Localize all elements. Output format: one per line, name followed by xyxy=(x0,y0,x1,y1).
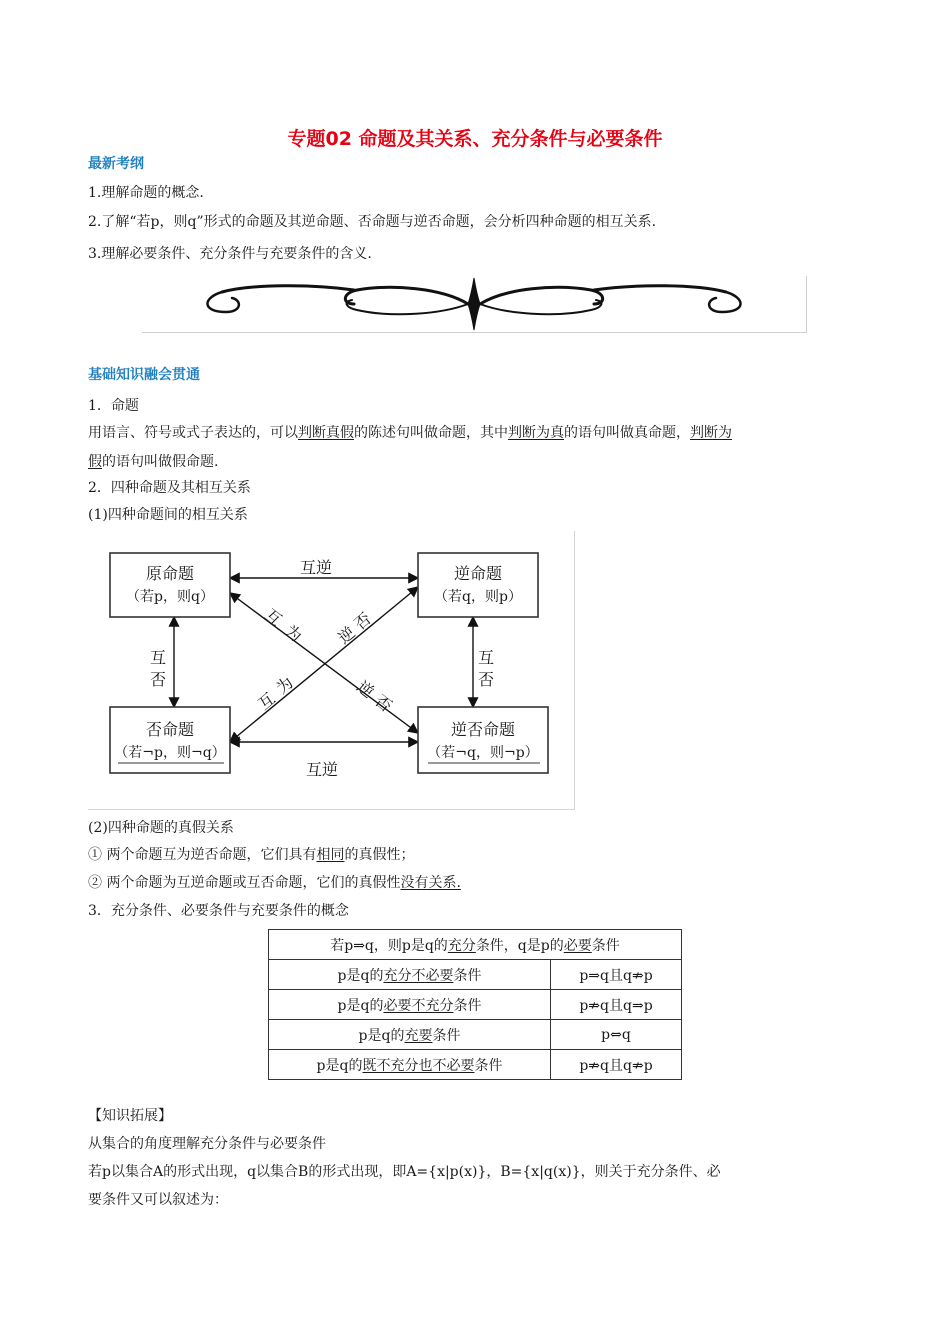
text-segment: 用语言、符号或式子表达的，可以 xyxy=(88,425,298,441)
box-converse xyxy=(418,561,538,606)
page-title: 专题02 命题及其关系、充分条件与必要条件 xyxy=(287,128,663,150)
text-segment: p是q的 xyxy=(337,967,384,984)
text-segment: p是q的 xyxy=(316,1057,363,1074)
underlined-term: 必要 xyxy=(563,937,592,954)
section-heading-basics: 基础知识融会贯通 xyxy=(88,367,200,383)
box-contrapositive xyxy=(418,717,548,762)
diag-label-ni-2: 逆 xyxy=(353,676,378,702)
table-cell xyxy=(269,1020,551,1050)
table-cell-relation: p⇏q且q⇏p xyxy=(551,1050,682,1080)
text-segment: 条件 xyxy=(474,1057,503,1074)
underlined-term: 没有关系. xyxy=(400,875,461,891)
text-segment: 的陈述句叫做命题，其中 xyxy=(354,425,508,441)
syllabus-item-1: 1.理解命题的概念. xyxy=(88,185,204,201)
underlined-term: 判断为 xyxy=(690,425,732,441)
syllabus-item-3: 3.理解必要条件、充分条件与充要条件的含义. xyxy=(88,246,372,262)
diag-label-fou-1: 否 xyxy=(350,608,375,634)
text-segment: 的真假性； xyxy=(344,847,415,863)
contrapositive-sub: （若¬q，则¬p） xyxy=(427,745,539,761)
label-bottom-converse: 互逆 xyxy=(306,760,339,779)
ornament-flourish-icon xyxy=(142,276,806,332)
underlined-term: 必要不充分 xyxy=(383,997,454,1014)
subsection-relations: (1)四种命题间的相互关系 xyxy=(88,507,248,523)
text-segment: 条件，q是p的 xyxy=(475,937,564,954)
table-cell xyxy=(269,990,551,1020)
underlined-term: 既不充分也不必要 xyxy=(362,1057,475,1074)
subsection-title-four-propositions: 2．四种命题及其相互关系 xyxy=(88,480,251,496)
converse-title: 逆命题 xyxy=(453,564,502,583)
table-cell xyxy=(269,1050,551,1080)
section-heading-syllabus: 最新考纲 xyxy=(88,156,144,172)
underlined-term: 充分不必要 xyxy=(383,967,454,984)
table-cell-relation: p⇒q且q⇏p xyxy=(551,960,682,990)
label-char: 否 xyxy=(150,670,167,689)
proposition-definition xyxy=(88,419,868,477)
underlined-term: 判断真假 xyxy=(298,425,354,441)
underlined-term: 判断为真 xyxy=(508,425,564,441)
subsection-title-proposition: 1．命题 xyxy=(88,398,139,414)
text-segment: p是q的 xyxy=(358,1027,405,1044)
underlined-term: 相同 xyxy=(316,847,345,863)
diag-label-hu-2: 互 xyxy=(254,688,279,714)
original-title: 原命题 xyxy=(145,564,194,583)
text-segment: 条件 xyxy=(591,937,620,954)
table-row xyxy=(269,930,682,960)
inverse-title: 否命题 xyxy=(145,720,194,739)
extension-line-1: 从集合的角度理解充分条件与必要条件 xyxy=(88,1136,326,1152)
diag-label-wei-1: 为 xyxy=(281,620,306,646)
diag-label-ni-1: 逆 xyxy=(334,622,359,648)
label-right-inverse xyxy=(478,647,494,691)
truth-relation-2 xyxy=(88,873,461,893)
ornament-divider xyxy=(142,276,807,333)
underlined-term: 充要 xyxy=(404,1027,433,1044)
truth-relation-1 xyxy=(88,845,414,865)
label-char: 否 xyxy=(478,670,495,689)
original-sub: （若p，则q） xyxy=(126,589,214,605)
diag-label-hu-1: 互 xyxy=(261,604,286,630)
text-segment: 的语句叫做真命题， xyxy=(564,425,690,441)
section-heading-extension: 【知识拓展】 xyxy=(88,1108,172,1124)
underlined-term: 假 xyxy=(88,454,102,470)
syllabus-item-2: 2.了解“若p，则q”形式的命题及其逆命题、否命题与逆否命题，会分析四种命题的相互关系. xyxy=(88,214,657,230)
extension-line-2: 若p以集合A的形式出现，q以集合B的形式出现，即A={x|p(x)}，B={x|q(x)}，则关于充分条件、必 xyxy=(88,1164,721,1180)
box-original xyxy=(110,561,230,606)
converse-sub: （若q，则p） xyxy=(434,589,522,605)
table-cell-relation: p⇏q且q⇒p xyxy=(551,990,682,1020)
diag-label-fou-2: 否 xyxy=(371,690,396,716)
label-left-inverse xyxy=(150,647,166,691)
inverse-sub: （若¬p，则¬q） xyxy=(114,745,226,761)
table-row xyxy=(269,960,682,990)
contrapositive-title: 逆否命题 xyxy=(450,720,515,739)
label-top-converse: 互逆 xyxy=(300,558,333,577)
conditions-table xyxy=(268,929,682,1080)
label-char: 互 xyxy=(478,648,495,667)
four-propositions-diagram xyxy=(88,531,575,810)
text-segment: 条件 xyxy=(432,1027,461,1044)
text-segment: ① 两个命题互为逆否命题，它们具有 xyxy=(88,847,317,863)
table-cell xyxy=(269,960,551,990)
table-cell xyxy=(269,930,682,960)
text-segment: 条件 xyxy=(453,967,482,984)
text-segment: 若p⇒q，则p是q的 xyxy=(330,937,448,954)
table-row xyxy=(269,990,682,1020)
underlined-term: 充分 xyxy=(447,937,476,954)
label-char: 互 xyxy=(150,648,167,667)
subsection-truth-relations: (2)四种命题的真假关系 xyxy=(88,820,234,836)
table-row xyxy=(269,1020,682,1050)
text-segment: ② 两个命题为互逆命题或互否命题，它们的真假性 xyxy=(88,875,401,891)
box-inverse xyxy=(110,717,230,762)
text-segment: p是q的 xyxy=(337,997,384,1014)
table-row xyxy=(269,1050,682,1080)
diag-label-wei-2: 为 xyxy=(272,672,297,698)
table-cell-relation: p⇔q xyxy=(551,1020,682,1050)
extension-line-3: 要条件又可以叙述为： xyxy=(88,1192,228,1208)
text-segment: 的语句叫做假命题. xyxy=(102,454,219,470)
subsection-title-conditions: 3．充分条件、必要条件与充要条件的概念 xyxy=(88,903,349,919)
text-segment: 条件 xyxy=(453,997,482,1014)
